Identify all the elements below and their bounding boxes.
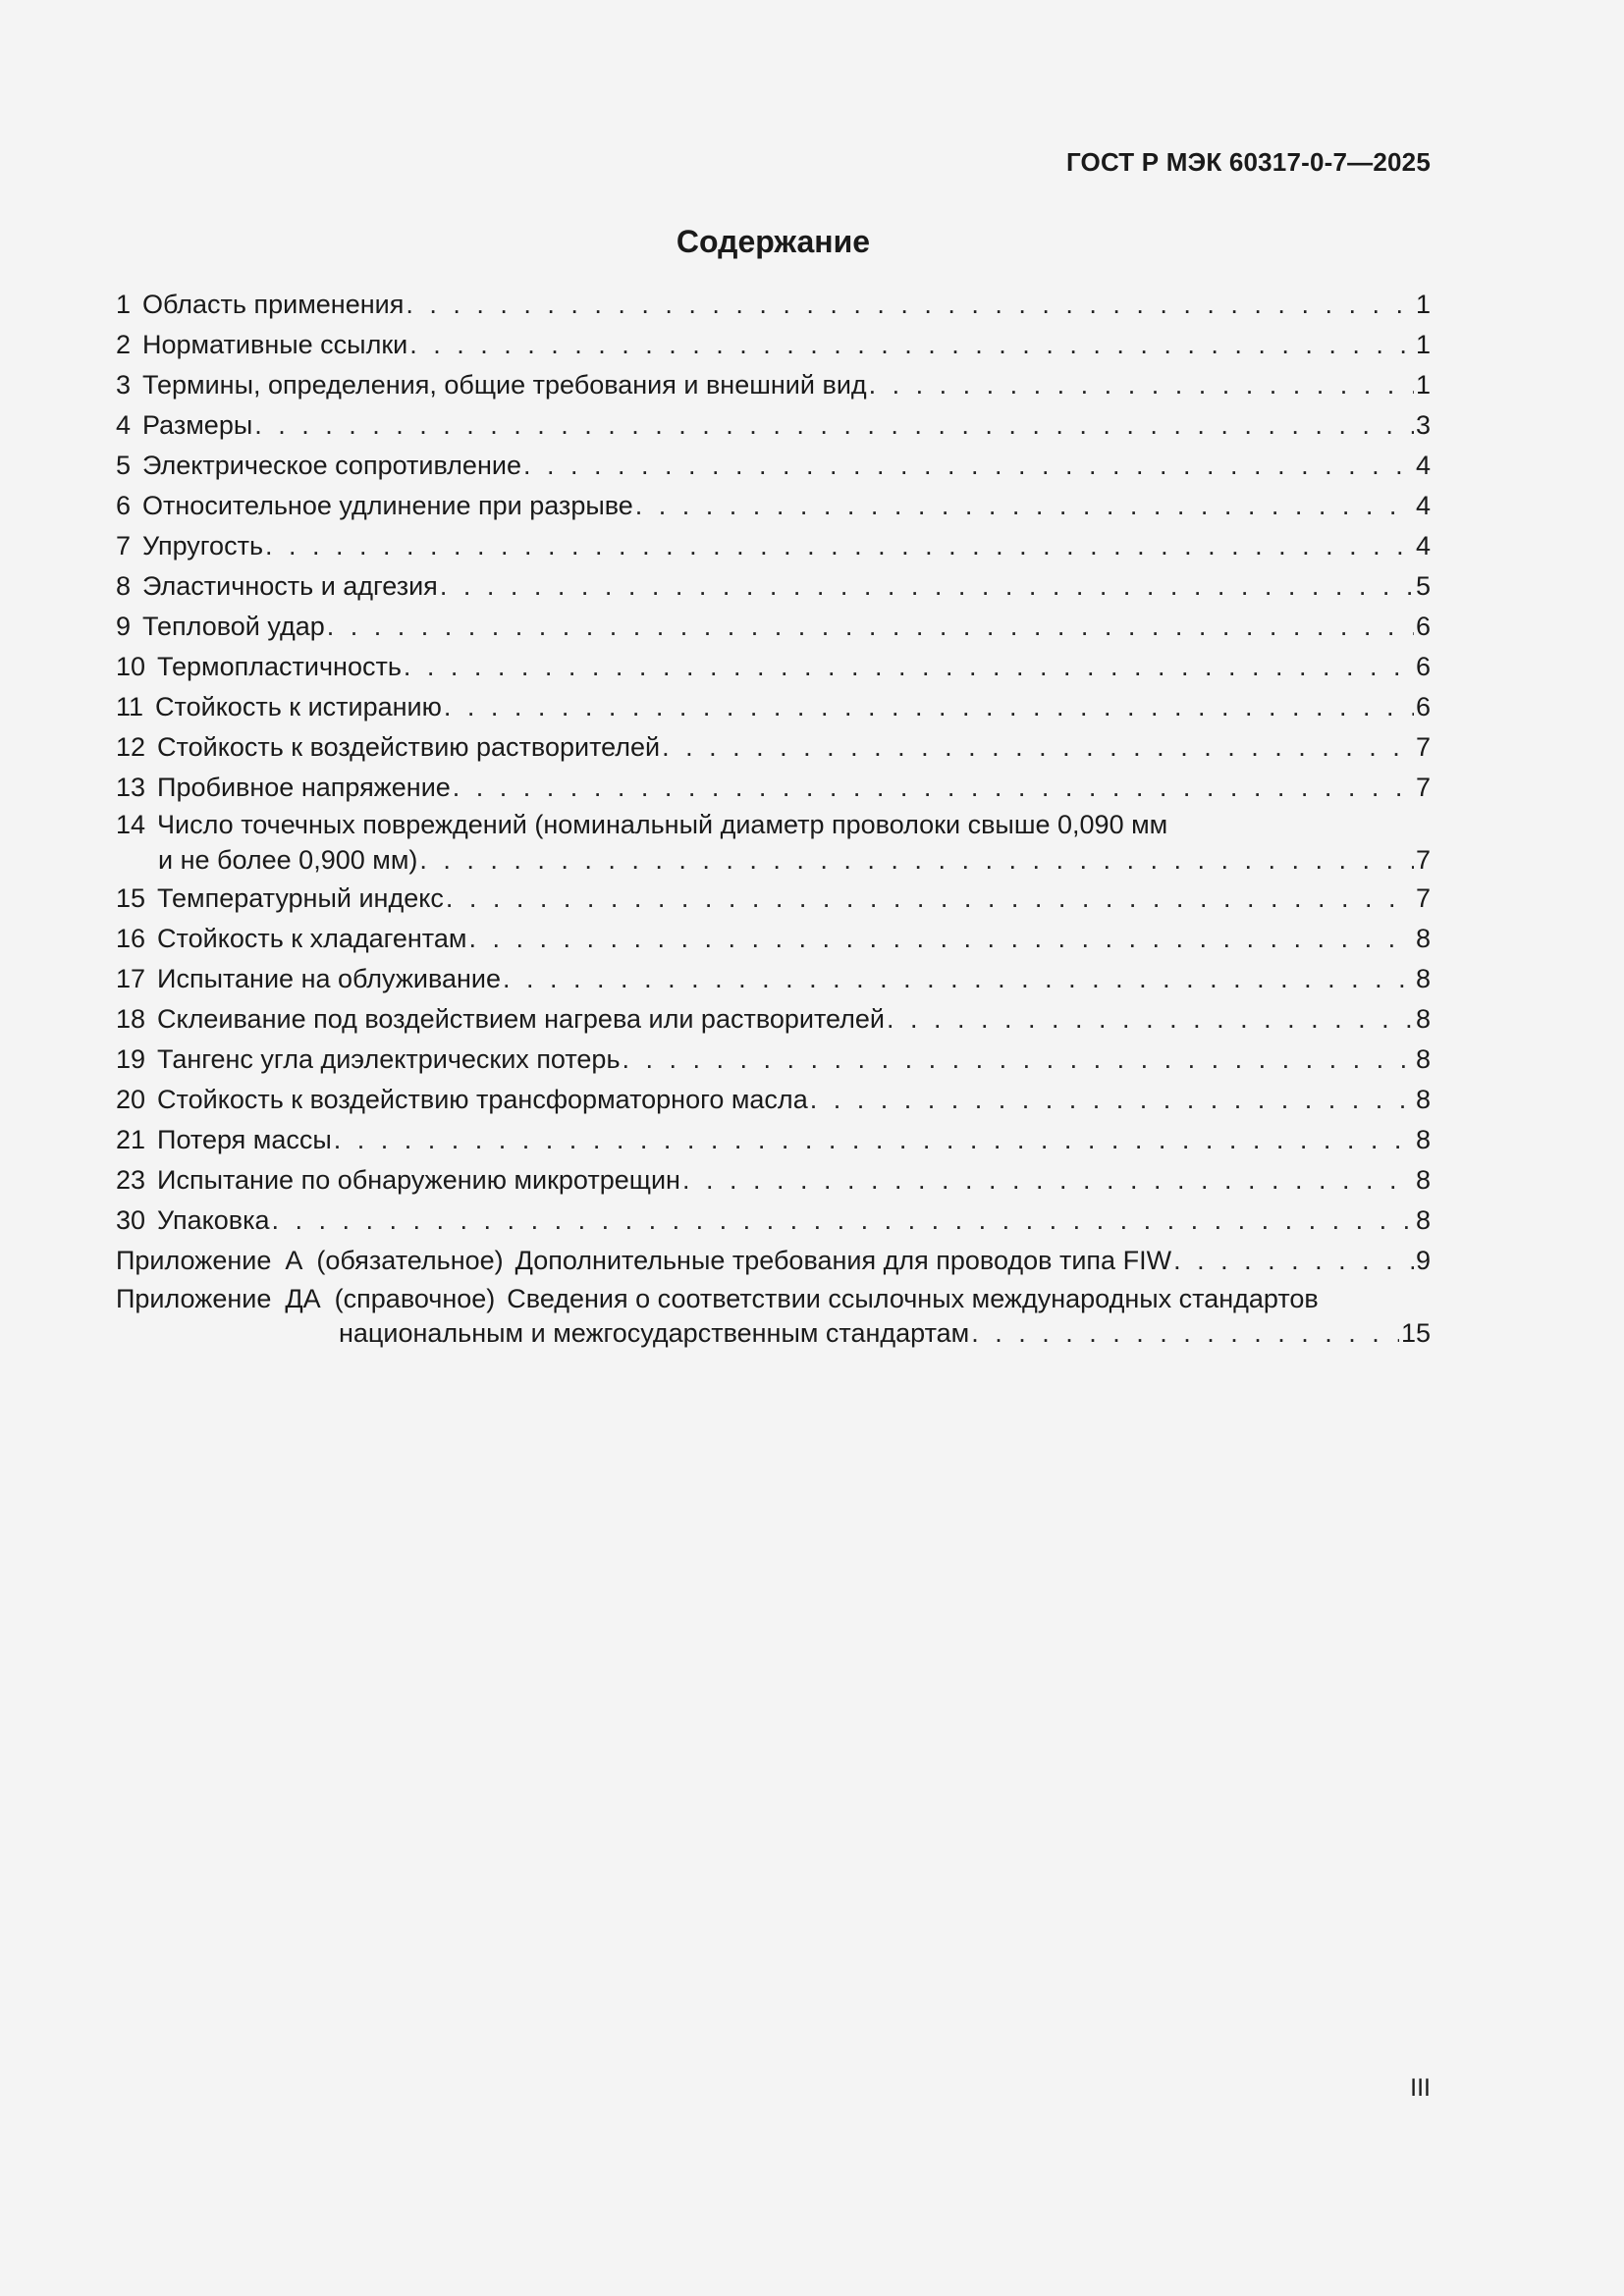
toc-entry[interactable] xyxy=(116,1040,1431,1080)
toc-entry-number: 21 xyxy=(116,1125,146,1154)
toc-entry-label: Упаковка xyxy=(157,1205,270,1235)
dot-leader xyxy=(327,607,1414,647)
toc-entry-number: 15 xyxy=(116,883,146,913)
toc-entry-page: 8 xyxy=(1415,1165,1431,1195)
appendix-label: Дополнительные требования для проводов типа FIW xyxy=(514,1246,1172,1275)
toc-entry-page: 4 xyxy=(1415,451,1431,480)
toc-entry-page: 8 xyxy=(1415,1044,1431,1074)
toc-entry-page: 8 xyxy=(1415,964,1431,993)
toc-entry[interactable] xyxy=(116,687,1431,727)
toc-entry-number: 5 xyxy=(116,451,132,480)
toc-entry-page: 7 xyxy=(1415,883,1431,913)
toc-entry-number: 4 xyxy=(116,410,132,440)
toc-entry[interactable] xyxy=(116,607,1431,647)
toc-entry[interactable] xyxy=(116,1201,1431,1241)
toc-entry-page: 4 xyxy=(1415,491,1431,520)
toc-entry-page: 8 xyxy=(1415,924,1431,953)
appendix-page: 9 xyxy=(1415,1246,1431,1275)
toc-entry-number: 14 xyxy=(116,810,146,839)
appendix-word: Приложение xyxy=(116,1284,272,1313)
toc-entry-label: Электрическое сопротивление xyxy=(142,451,521,480)
toc-entry-number: 16 xyxy=(116,924,146,953)
toc-entry-number: 8 xyxy=(116,571,132,601)
appendix-kind: (обязательное) xyxy=(316,1246,504,1275)
toc-entry-number: 7 xyxy=(116,531,132,561)
toc-entry-page: 7 xyxy=(1415,773,1431,802)
toc-entry[interactable] xyxy=(116,647,1431,687)
toc-entry[interactable] xyxy=(116,959,1431,999)
toc-entry-page: 3 xyxy=(1415,410,1431,440)
toc-entry-page: 4 xyxy=(1415,531,1431,561)
dot-leader xyxy=(810,1080,1414,1120)
toc-entry-label: Испытание на облуживание xyxy=(157,964,502,993)
toc-entry-page: 6 xyxy=(1415,612,1431,641)
dot-leader xyxy=(440,566,1414,607)
dot-leader xyxy=(635,486,1414,526)
toc-entry-page: 7 xyxy=(1415,732,1431,762)
appendix-label: Сведения о соответствии ссылочных международных стандартов xyxy=(507,1284,1319,1313)
toc-entry[interactable] xyxy=(116,486,1431,526)
dot-leader xyxy=(869,365,1414,405)
dot-leader xyxy=(404,647,1414,687)
dot-leader xyxy=(406,285,1414,325)
appendix-kind: (справочное) xyxy=(334,1284,496,1313)
dot-leader xyxy=(446,879,1414,919)
toc-entry[interactable] xyxy=(116,919,1431,959)
dot-leader xyxy=(623,1040,1414,1080)
toc-entry[interactable] xyxy=(116,1120,1431,1160)
dot-leader xyxy=(409,325,1414,365)
toc-entry-number: 1 xyxy=(116,290,132,319)
toc-entry-label: Стойкость к воздействию растворителей xyxy=(157,732,661,762)
toc-entry[interactable] xyxy=(116,999,1431,1040)
page-number: III xyxy=(1410,2074,1431,2102)
dot-leader xyxy=(662,727,1414,768)
dot-leader xyxy=(971,1316,1399,1350)
toc-entry[interactable] xyxy=(116,446,1431,486)
toc-entry-number: 13 xyxy=(116,773,146,802)
toc-entry-page: 8 xyxy=(1415,1004,1431,1034)
toc-entry-label: Тангенс угла диэлектрических потерь xyxy=(157,1044,621,1074)
toc-entry-page: 5 xyxy=(1415,571,1431,601)
toc-entry-number: 10 xyxy=(116,652,146,681)
toc-entry-label: Эластичность и адгезия xyxy=(142,571,438,601)
toc-entry[interactable] xyxy=(116,879,1431,919)
toc-entry-page: 6 xyxy=(1415,652,1431,681)
toc-entry-label-continued: и не более 0,900 мм) xyxy=(158,845,418,875)
dot-leader xyxy=(503,959,1414,999)
toc-entry-label: Нормативные ссылки xyxy=(142,330,408,359)
appendix-letter: А xyxy=(285,1246,303,1275)
toc-entry-label: Испытание по обнаружению микротрещин xyxy=(157,1165,680,1195)
toc-entry-label: Температурный индекс xyxy=(157,883,444,913)
dot-leader xyxy=(887,999,1414,1040)
toc-entry[interactable] xyxy=(116,526,1431,566)
dot-leader xyxy=(254,405,1414,446)
toc-entry-page: 8 xyxy=(1415,1205,1431,1235)
dot-leader xyxy=(444,687,1414,727)
toc-appendix-entry[interactable] xyxy=(116,1241,1431,1281)
dot-leader xyxy=(682,1160,1414,1201)
toc-entry-page: 6 xyxy=(1415,692,1431,721)
toc-entry-label: Число точечных повреждений (номинальный диаметр проволоки свыше 0,090 мм xyxy=(157,810,1168,839)
toc-entry-label: Размеры xyxy=(142,410,253,440)
toc-entry-label: Область применения xyxy=(142,290,405,319)
dot-leader xyxy=(1173,1241,1414,1281)
appendix-word: Приложение xyxy=(116,1246,272,1275)
toc-entry-label: Стойкость к истиранию xyxy=(155,692,442,721)
toc-entry-number: 17 xyxy=(116,964,146,993)
toc-entry-page: 8 xyxy=(1415,1085,1431,1114)
toc-entry-number: 11 xyxy=(116,692,144,721)
page-title: Содержание xyxy=(676,224,871,259)
toc-entry-label: Тепловой удар xyxy=(142,612,325,641)
toc-entry-label: Пробивное напряжение xyxy=(157,773,451,802)
toc-entry-number: 23 xyxy=(116,1165,146,1195)
toc-entry-label: Упругость xyxy=(142,531,264,561)
toc-entry-page: 1 xyxy=(1415,370,1431,400)
toc-entry-number: 6 xyxy=(116,491,132,520)
toc-entry[interactable] xyxy=(116,325,1431,365)
dot-leader xyxy=(523,446,1414,486)
appendix-label-continued: национальным и межгосударственным стандартам xyxy=(339,1318,970,1348)
toc-entry[interactable] xyxy=(116,727,1431,768)
appendix-page: 15 xyxy=(1400,1318,1431,1348)
toc-entry-label: Стойкость к хладагентам xyxy=(157,924,467,953)
toc-entry[interactable] xyxy=(116,365,1431,405)
document-designation: ГОСТ Р МЭК 60317-0-7—2025 xyxy=(1065,147,1431,177)
dot-leader xyxy=(334,1120,1414,1160)
toc-entry-number: 9 xyxy=(116,612,132,641)
toc-entry[interactable] xyxy=(116,405,1431,446)
toc-entry-label: Термины, определения, общие требования и внешний вид xyxy=(142,370,867,400)
toc-entry-page: 1 xyxy=(1415,330,1431,359)
toc-entry-number: 12 xyxy=(116,732,146,762)
toc-appendix-entry[interactable] xyxy=(116,1281,1431,1350)
dot-leader xyxy=(468,919,1414,959)
toc-entry[interactable] xyxy=(116,768,1431,808)
toc-entry[interactable] xyxy=(116,1080,1431,1120)
toc-entry[interactable] xyxy=(116,808,1431,879)
toc-entry-number: 19 xyxy=(116,1044,146,1074)
toc-entry-page: 1 xyxy=(1415,290,1431,319)
toc-entry-label: Относительное удлинение при разрыве xyxy=(142,491,633,520)
toc-entry-number: 18 xyxy=(116,1004,146,1034)
toc-entry-number: 3 xyxy=(116,370,132,400)
toc-entry[interactable] xyxy=(116,285,1431,325)
dot-leader xyxy=(272,1201,1414,1241)
dot-leader xyxy=(419,842,1414,879)
toc-entry[interactable] xyxy=(116,566,1431,607)
toc-entry-label: Стойкость к воздействию трансформаторного масла xyxy=(157,1085,808,1114)
toc-entry[interactable] xyxy=(116,1160,1431,1201)
toc-entry-number: 20 xyxy=(116,1085,146,1114)
appendix-letter: ДА xyxy=(285,1284,321,1313)
toc-entry-page: 7 xyxy=(1415,845,1431,875)
toc-entry-label: Термопластичность xyxy=(157,652,402,681)
dot-leader xyxy=(453,768,1414,808)
toc-entry-label: Склеивание под воздействием нагрева или растворителей xyxy=(157,1004,886,1034)
toc-entry-page: 8 xyxy=(1415,1125,1431,1154)
table-of-contents xyxy=(116,285,1431,1350)
toc-entry-number: 30 xyxy=(116,1205,146,1235)
dot-leader xyxy=(265,526,1414,566)
toc-entry-label: Потеря массы xyxy=(157,1125,332,1154)
toc-entry-number: 2 xyxy=(116,330,132,359)
